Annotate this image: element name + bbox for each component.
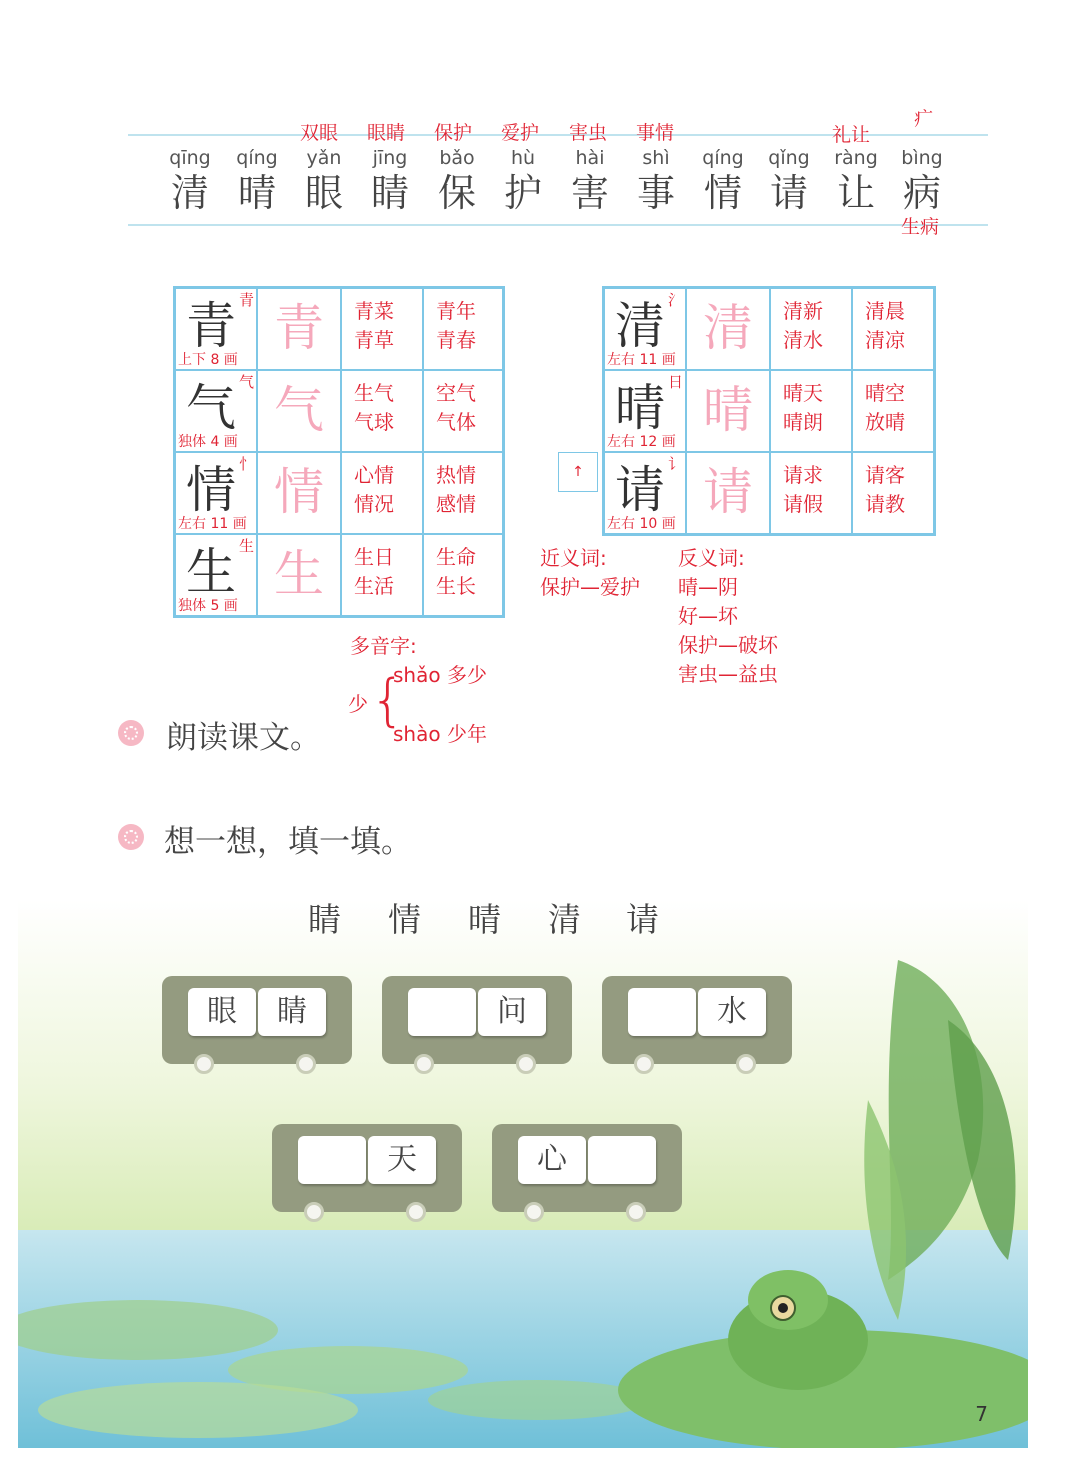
- char-cell: [604, 288, 686, 370]
- polyphone-title: 多音字:: [350, 634, 417, 658]
- handwritten-word: 爱护: [501, 122, 540, 144]
- word: 晴朗: [783, 410, 823, 434]
- character: 气: [186, 379, 236, 437]
- table-row: [604, 288, 934, 370]
- character: 保: [437, 171, 476, 215]
- tracing-character: 请: [703, 463, 753, 521]
- word-cell: [423, 370, 503, 452]
- stroke-info: 独体 5 画: [178, 598, 238, 614]
- cart-slot[interactable]: [518, 1136, 586, 1184]
- train-cart: [162, 976, 352, 1064]
- slot-char: 问: [497, 994, 527, 1029]
- trace-cell: [257, 534, 341, 616]
- header-char: [490, 146, 556, 216]
- slot-char: 天: [387, 1142, 417, 1177]
- word: 请教: [865, 492, 905, 516]
- word: 晴天: [783, 381, 823, 405]
- wheel-icon: [634, 1054, 654, 1074]
- word: 清水: [783, 328, 823, 352]
- textbook-page: [18, 0, 1028, 1448]
- cart-slot[interactable]: [408, 988, 476, 1036]
- task-bullet-icon: [118, 720, 144, 746]
- option-char: 晴: [468, 900, 501, 939]
- char-cell: [604, 452, 686, 534]
- stroke-info: 左右 10 画: [607, 516, 676, 532]
- cart-slot[interactable]: [588, 1136, 656, 1184]
- radical: 气: [238, 373, 254, 391]
- word: 情况: [354, 492, 394, 516]
- wheel-icon: [516, 1054, 536, 1074]
- radical: 青: [238, 291, 254, 309]
- task-fill-in: 想一想，填一填。: [164, 824, 412, 860]
- character: 病: [902, 171, 941, 215]
- tracing-character: 情: [274, 463, 324, 521]
- stroke-info: 左右 11 画: [178, 516, 247, 532]
- table-row: [175, 288, 503, 370]
- char-cell: [175, 452, 257, 534]
- header-char: [823, 146, 889, 216]
- char-cell: [175, 370, 257, 452]
- pinyin: qíng: [236, 147, 278, 169]
- handwritten-word: 眼睛: [367, 122, 406, 144]
- character: 清: [615, 297, 665, 355]
- character: 请: [769, 171, 808, 215]
- word: 生气: [354, 381, 394, 405]
- word: 心情: [354, 463, 394, 487]
- word: 感情: [436, 492, 476, 516]
- word-cell: [770, 452, 852, 534]
- trace-cell: [686, 288, 770, 370]
- word: 气球: [354, 410, 394, 434]
- character: 情: [703, 171, 742, 215]
- stroke-info: 左右 11 画: [607, 352, 676, 368]
- word: 请假: [783, 492, 823, 516]
- antonym-pair: 害虫—益虫: [678, 662, 778, 686]
- character: 让: [836, 171, 875, 215]
- word: 生活: [354, 574, 394, 598]
- stray-grid-mark: ↑: [558, 452, 598, 492]
- word: 请求: [783, 463, 823, 487]
- character: 请: [615, 461, 665, 519]
- tracing-character: 气: [274, 381, 324, 439]
- word: 青年: [436, 299, 476, 323]
- wheel-icon: [296, 1054, 316, 1074]
- word: 空气: [436, 381, 476, 405]
- table-row: [604, 452, 934, 534]
- tracing-character: 青: [274, 299, 324, 357]
- word: 生长: [436, 574, 476, 598]
- character: 眼: [304, 171, 343, 215]
- word-cell: [852, 370, 934, 452]
- word: 青菜: [354, 299, 394, 323]
- word: 清凉: [865, 328, 905, 352]
- slot-char: 水: [717, 994, 747, 1029]
- trace-cell: [257, 288, 341, 370]
- tracing-character: 清: [703, 299, 753, 357]
- word: 清新: [783, 299, 823, 323]
- char-cell: [175, 288, 257, 370]
- pinyin: hù: [510, 147, 536, 169]
- header-char: [224, 146, 290, 216]
- antonym-title: 反义词:: [678, 546, 745, 570]
- option-char: 请: [626, 900, 659, 939]
- radical: 生: [238, 537, 254, 555]
- pinyin: hài: [575, 147, 605, 169]
- synonym-title: 近义词:: [540, 546, 607, 570]
- radical: 忄: [238, 455, 254, 473]
- pinyin: yǎn: [306, 147, 342, 169]
- stroke-info: 左右 12 画: [607, 434, 676, 450]
- table-row: [175, 370, 503, 452]
- pinyin: shì: [642, 147, 670, 169]
- handwritten-word: 事情: [636, 122, 675, 144]
- antonym-pair: 保护—破坏: [678, 633, 778, 657]
- slot-char: 睛: [277, 994, 307, 1029]
- character: 青: [186, 297, 236, 355]
- option-char: 情: [388, 900, 421, 939]
- antonym-pair: 好—坏: [678, 604, 738, 628]
- pinyin: ràng: [834, 147, 878, 169]
- character: 护: [503, 171, 542, 215]
- train-cart: [382, 976, 572, 1064]
- character: 晴: [615, 379, 665, 437]
- option-char: 睛: [308, 900, 341, 939]
- word: 气体: [436, 410, 476, 434]
- character-table-right: [602, 286, 936, 536]
- wheel-icon: [626, 1202, 646, 1222]
- handwritten-word: 生病: [901, 216, 940, 238]
- slot-char: 心: [537, 1142, 567, 1177]
- word-cell: [341, 534, 423, 616]
- word: 生命: [436, 545, 476, 569]
- word-cell: [770, 288, 852, 370]
- radical: 氵: [667, 291, 683, 309]
- train-cart: [602, 976, 792, 1064]
- slot-char: 眼: [207, 994, 237, 1029]
- word-cell: [852, 288, 934, 370]
- character: 生: [186, 543, 236, 601]
- wheel-icon: [414, 1054, 434, 1074]
- stroke-info: 独体 4 画: [178, 434, 238, 450]
- trace-cell: [686, 452, 770, 534]
- character: 害: [570, 171, 609, 215]
- word-cell: [341, 452, 423, 534]
- polyphone-char: 少: [348, 692, 368, 716]
- header-char: [690, 146, 756, 216]
- header-char: [623, 146, 689, 216]
- train-cart: [272, 1124, 462, 1212]
- character: 睛: [370, 171, 409, 215]
- pinyin: bǎo: [439, 147, 475, 169]
- wheel-icon: [406, 1202, 426, 1222]
- header-char: [889, 146, 955, 216]
- radical: 讠: [667, 455, 683, 473]
- word: 请客: [865, 463, 905, 487]
- character: 清: [170, 171, 209, 215]
- header-char: [291, 146, 357, 216]
- character: 情: [186, 461, 236, 519]
- tracing-character: 晴: [703, 381, 753, 439]
- wheel-icon: [304, 1202, 324, 1222]
- table-row: [604, 370, 934, 452]
- word-cell: [770, 370, 852, 452]
- word-cell: [423, 534, 503, 616]
- header-char: [557, 146, 623, 216]
- header-char: [357, 146, 423, 216]
- pinyin: qǐng: [768, 147, 810, 169]
- task-bullet-icon: [118, 824, 144, 850]
- handwritten-word: 保护: [434, 122, 473, 144]
- word-cell: [341, 370, 423, 452]
- handwritten-word: 双眼: [300, 122, 339, 144]
- wheel-icon: [524, 1202, 544, 1222]
- trace-cell: [686, 370, 770, 452]
- page-number: 7: [975, 1402, 988, 1426]
- word: 晴空: [865, 381, 905, 405]
- header-rule-bottom: [128, 224, 988, 226]
- handwritten-word: 害虫: [569, 122, 608, 144]
- cart-slot[interactable]: [188, 988, 256, 1036]
- cart-slot[interactable]: [478, 988, 546, 1036]
- cart-slot[interactable]: [258, 988, 326, 1036]
- brace: {: [370, 668, 406, 733]
- handwritten-word: 礼让: [832, 124, 871, 146]
- synonym-pair: 保护—爱护: [540, 575, 640, 599]
- polyphone-reading: shào 少年: [393, 722, 487, 746]
- task-read-aloud: 朗读课文。: [166, 720, 321, 756]
- header-char: [157, 146, 223, 216]
- pinyin: bìng: [901, 147, 943, 169]
- word-cell: [341, 288, 423, 370]
- handwritten-radical: 疒: [914, 108, 934, 130]
- word-cell: [852, 452, 934, 534]
- trace-cell: [257, 452, 341, 534]
- word-cell: [423, 288, 503, 370]
- pinyin: qíng: [702, 147, 744, 169]
- header-char: [424, 146, 490, 216]
- polyphone-reading: shǎo 多少: [393, 663, 487, 687]
- pinyin: qīng: [169, 147, 211, 169]
- cart-slot[interactable]: [698, 988, 766, 1036]
- table-row: [175, 452, 503, 534]
- wheel-icon: [736, 1054, 756, 1074]
- cart-slot[interactable]: [368, 1136, 436, 1184]
- word: 生日: [354, 545, 394, 569]
- word: 放晴: [865, 410, 905, 434]
- character-table-left: [173, 286, 505, 618]
- word: 清晨: [865, 299, 905, 323]
- character: 晴: [237, 171, 276, 215]
- antonym-pair: 晴—阴: [678, 575, 738, 599]
- word: 青草: [354, 328, 394, 352]
- cart-slot[interactable]: [298, 1136, 366, 1184]
- character: 事: [636, 171, 675, 215]
- header-char: [756, 146, 822, 216]
- char-cell: [175, 534, 257, 616]
- cart-slot[interactable]: [628, 988, 696, 1036]
- option-char: 清: [548, 900, 581, 939]
- trace-cell: [257, 370, 341, 452]
- word-cell: [423, 452, 503, 534]
- word: 青春: [436, 328, 476, 352]
- stroke-info: 上下 8 画: [178, 352, 238, 368]
- radical: 日: [667, 373, 683, 391]
- char-cell: [604, 370, 686, 452]
- tracing-character: 生: [274, 545, 324, 603]
- wheel-icon: [194, 1054, 214, 1074]
- train-cart: [492, 1124, 682, 1212]
- pinyin: jīng: [372, 147, 408, 169]
- table-row: [175, 534, 503, 616]
- word: 热情: [436, 463, 476, 487]
